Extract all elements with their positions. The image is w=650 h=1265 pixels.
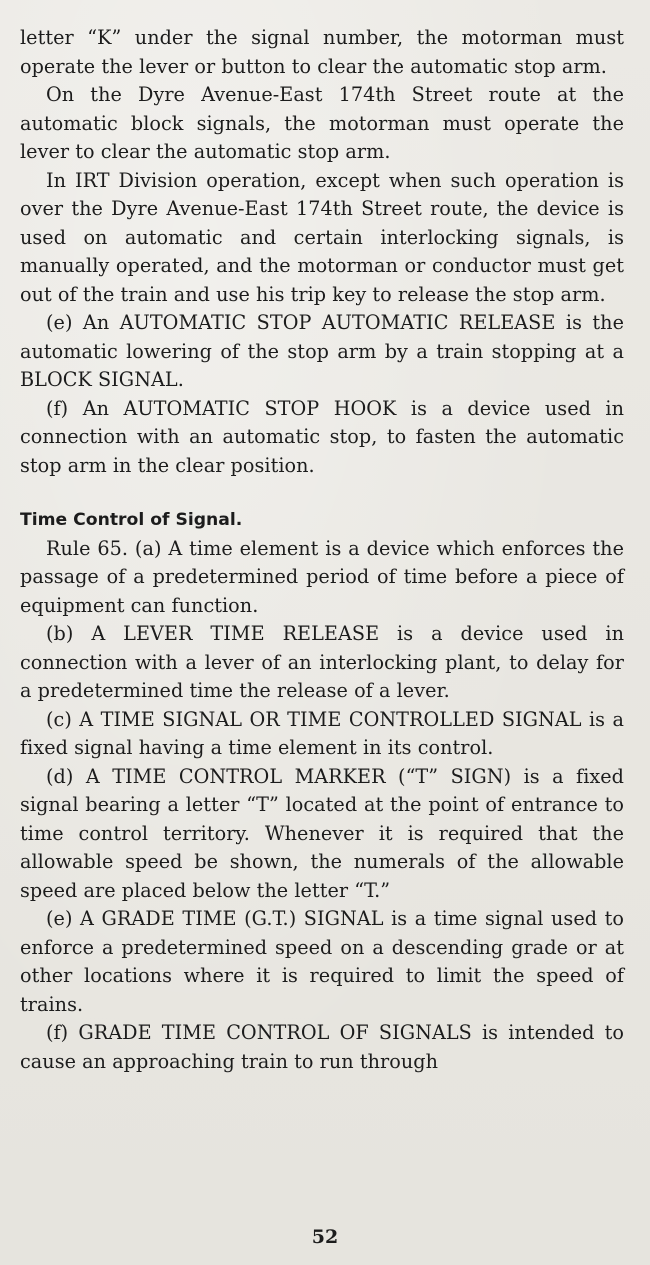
paragraph-time-control-marker: (d) A TIME CONTROL MARKER (“T” SIGN) is a fixed signal bearing a letter “T” located at the point of entrance to time control territory. Whenever it is required that the allowable speed be shown, the numerals of the allowable speed are placed below the letter “T.” <box>20 764 624 902</box>
paragraph-grade-time-signal: (e) A GRADE TIME (G.T.) SIGNAL is a time signal used to enforce a predetermined speed on a descending grade or at other locations where it is required to limit the speed of trains. <box>20 907 624 1016</box>
paragraph-rule-65a: Rule 65. (a) A time element is a device which enforces the passage of a predetermined period of time before a piece of equipment can function. <box>20 536 624 617</box>
paragraph-stop-hook: (f) An AUTOMATIC STOP HOOK is a device used in connection with an automatic stop, to fasten the automatic stop arm in the clear position. <box>20 396 624 477</box>
paragraph-irt-division: In IRT Division operation, except when such operation is over the Dyre Avenue-East 174th Street route, the device is used on automatic and certain interlocking signals, is manually operated, and the motorman or conductor must get out of the train and use his trip key to release the stop arm. <box>20 168 624 306</box>
section-spacer <box>20 480 624 506</box>
paragraph-automatic-release: (e) An AUTOMATIC STOP AUTOMATIC RELEASE is the automatic lowering of the stop arm by a train stopping at a BLOCK SIGNAL. <box>20 311 624 391</box>
paragraph-time-signal: (c) A TIME SIGNAL OR TIME CONTROLLED SIGNAL is a fixed signal having a time element in its control. <box>20 707 624 759</box>
paragraph-grade-time-control: (f) GRADE TIME CONTROL OF SIGNALS is intended to cause an approaching train to run through <box>20 1021 624 1073</box>
paragraph-dyre-avenue: On the Dyre Avenue-East 174th Street route at the automatic block signals, the motorman must operate the lever to clear the automatic stop arm. <box>20 83 624 163</box>
paragraph-stop-arm-k: letter “K” under the signal number, the motorman must operate the lever or button to clear the automatic stop arm. <box>20 26 624 78</box>
paragraph-lever-time-release: (b) A LEVER TIME RELEASE is a device used in connection with a lever of an interlocking plant, to delay for a predetermined time the release of a lever. <box>20 622 624 702</box>
section-heading: Time Control of Signal. <box>20 510 243 530</box>
page-number: 52 <box>311 1226 339 1248</box>
